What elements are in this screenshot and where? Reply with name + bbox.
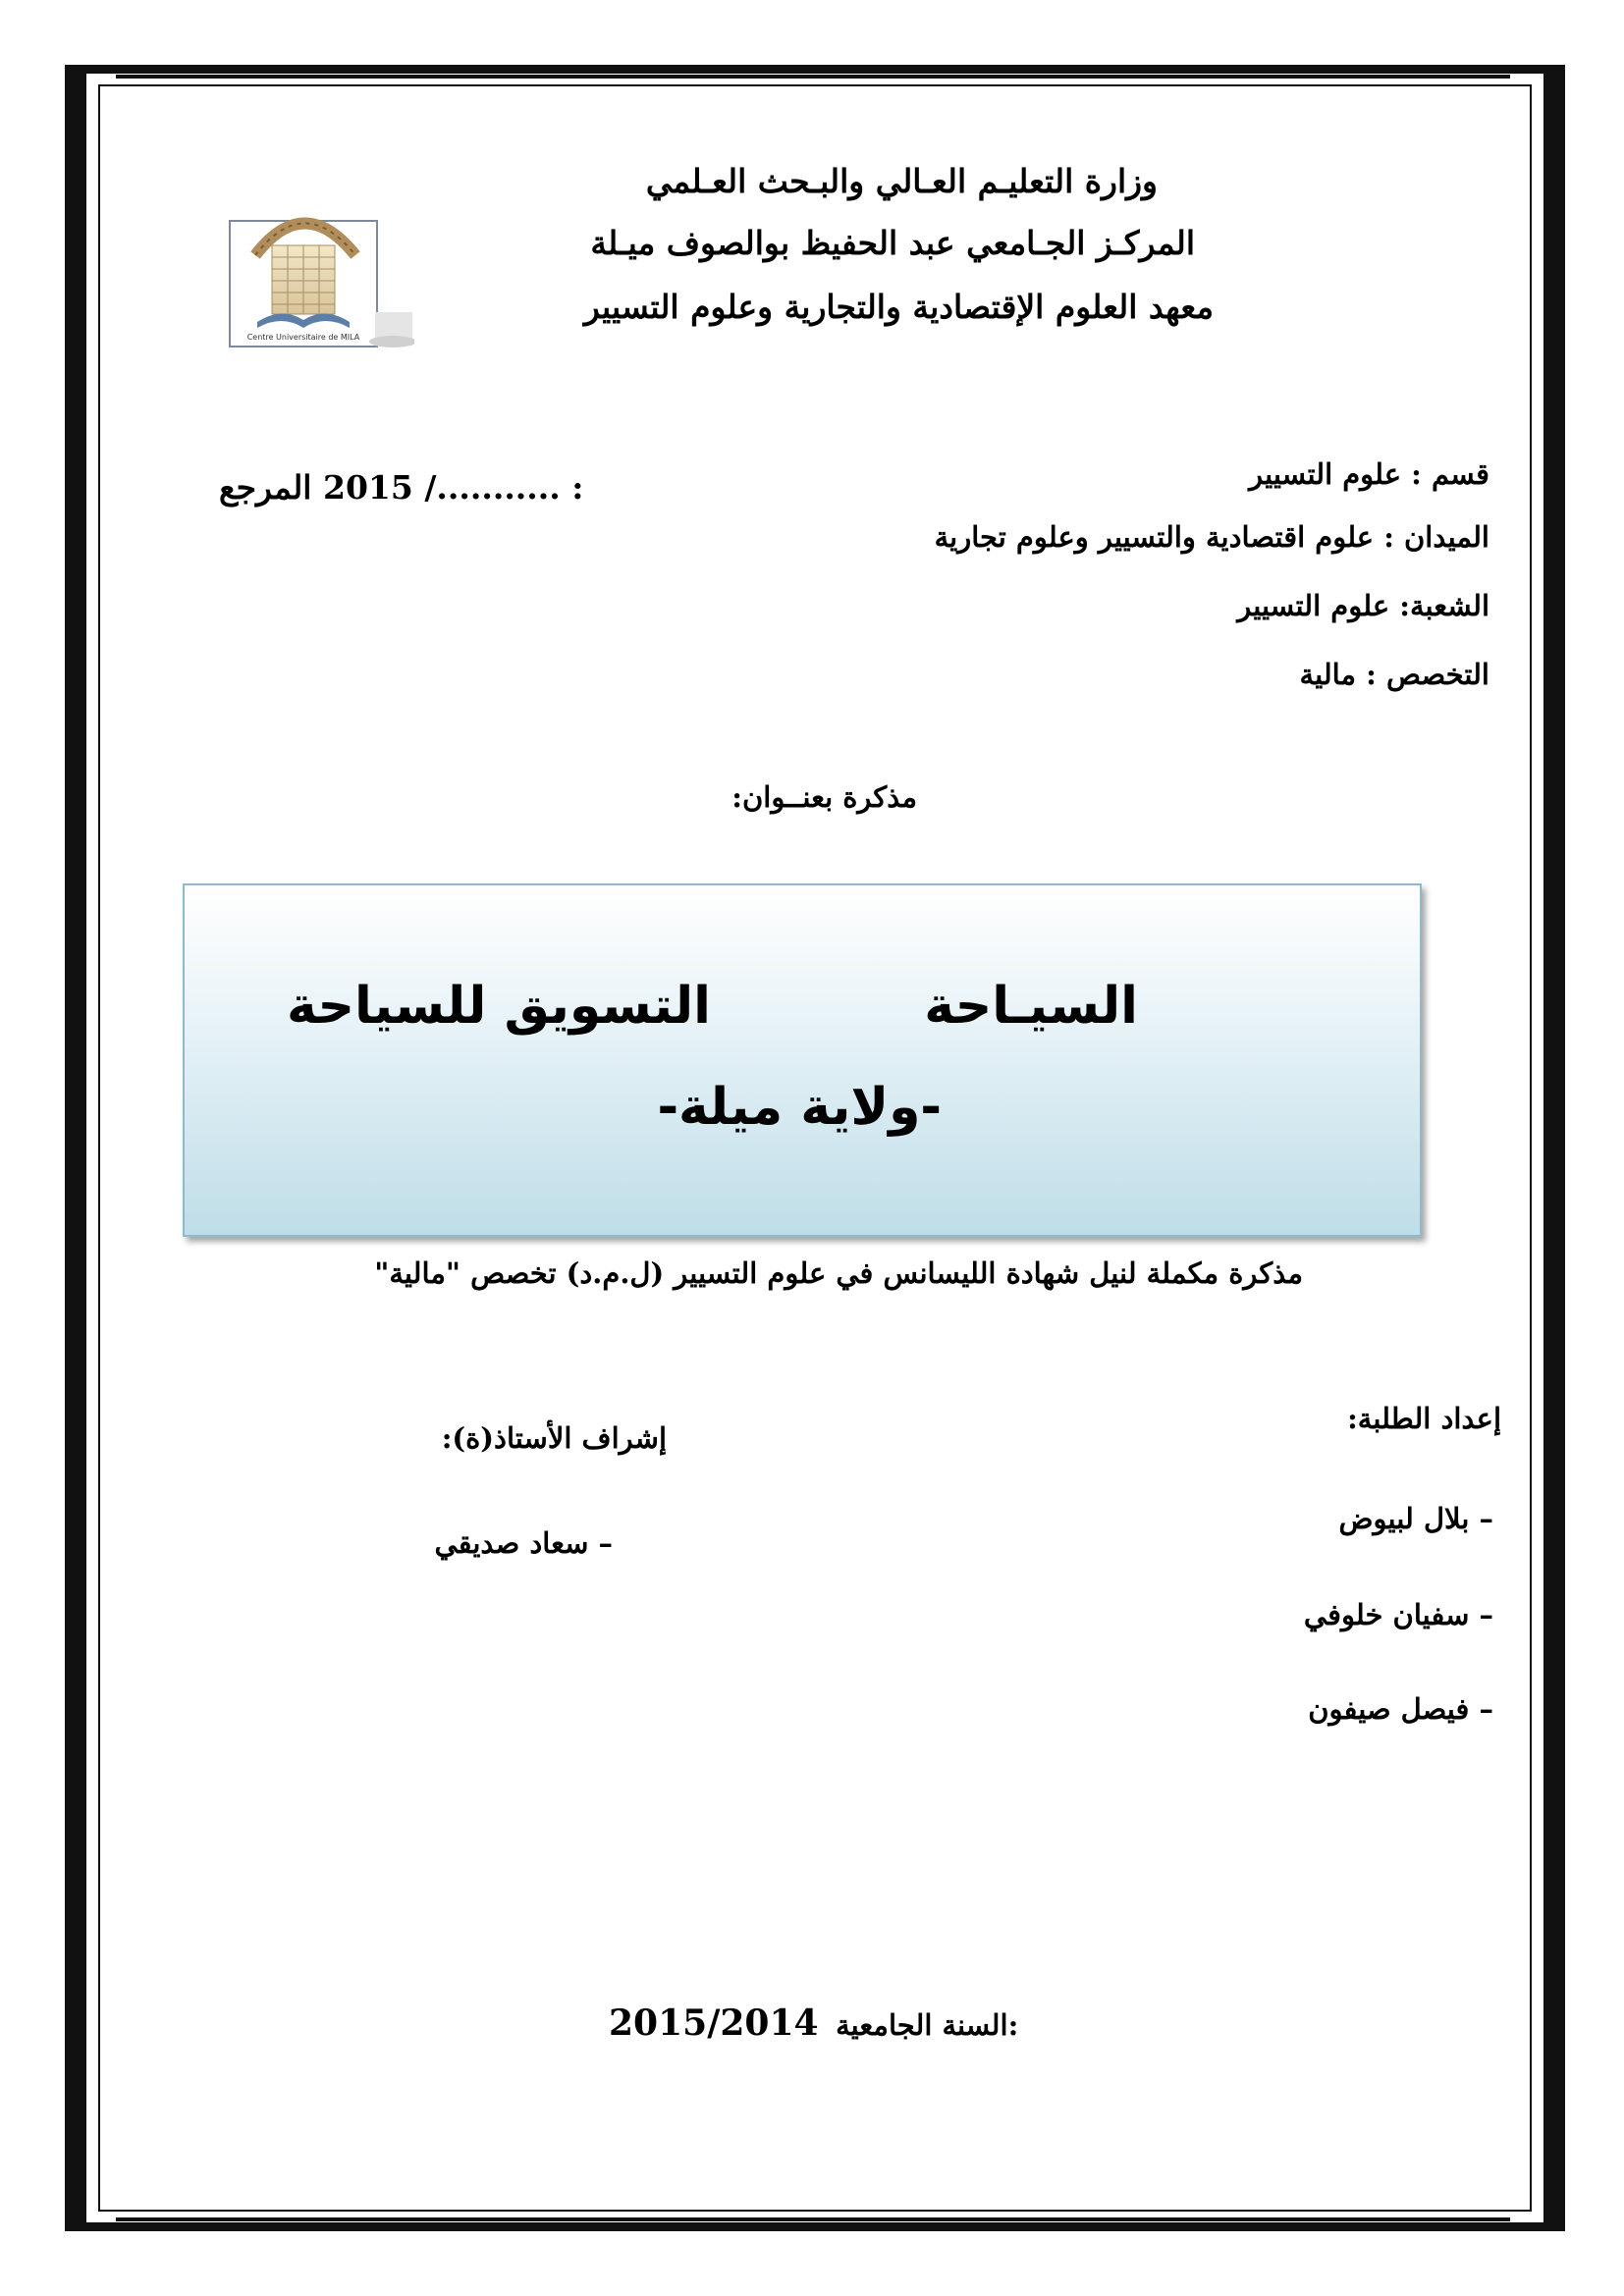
branch-line: الشعبة: علوم التسيير xyxy=(1237,589,1489,622)
subtitle: مذكرة مكملة لنيل شهادة الليسانس في علوم التسيير (ل.م.د) تخصص "مالية" xyxy=(374,1256,1303,1290)
title-word-right: السيـاحة xyxy=(924,977,1138,1036)
department-line: قسم : علوم التسيير xyxy=(1249,457,1489,491)
university-logo xyxy=(228,196,414,353)
supervisor-label: إشراف الأستاذ(ة): xyxy=(441,1421,667,1455)
page-border-bottom-rule xyxy=(116,2217,1510,2221)
supervisor-name: – سعاد صديقي xyxy=(434,1526,613,1560)
reference-label: المرجع xyxy=(219,468,312,507)
title-word-left: التسويق للسياحة xyxy=(286,977,711,1036)
title-box xyxy=(183,883,1422,1237)
logo-caption: Centre Universitaire de MILA xyxy=(246,333,360,342)
field-line: الميدان : علوم اقتصادية والتسيير وعلوم تجارية xyxy=(934,520,1489,554)
page-border-right xyxy=(1543,65,1565,2231)
academic-year-value: 2015/2014 xyxy=(609,2002,819,2044)
page-border-top-rule xyxy=(116,75,1510,79)
student-name: – بلال لبيوض xyxy=(1338,1502,1493,1535)
student-name: – فيصل صيفون xyxy=(1308,1692,1493,1726)
specialty-line: التخصص : مالية xyxy=(1299,658,1489,691)
page-border-left xyxy=(65,65,86,2231)
institute-name: معهد العلوم الإقتصادية والتجارية وعلوم التسيير xyxy=(583,288,1214,326)
students-label: إعداد الطلبة: xyxy=(1347,1402,1501,1435)
student-name: – سفيان خلوفي xyxy=(1303,1598,1493,1631)
memo-label: مذكرة بعنــوان: xyxy=(731,780,917,814)
title-line-2: -ولاية ميلة- xyxy=(657,1078,942,1137)
reference-value: : .........../ 2015 xyxy=(322,468,584,507)
university-name: المركـز الجـامعي عبد الحفيظ بوالصوف ميـلة xyxy=(590,224,1195,262)
academic-year-label: السنة الجامعية: xyxy=(836,2008,1019,2042)
ministry-name: وزارة التعليـم العـالي والبـحث العـلمي xyxy=(645,162,1158,200)
